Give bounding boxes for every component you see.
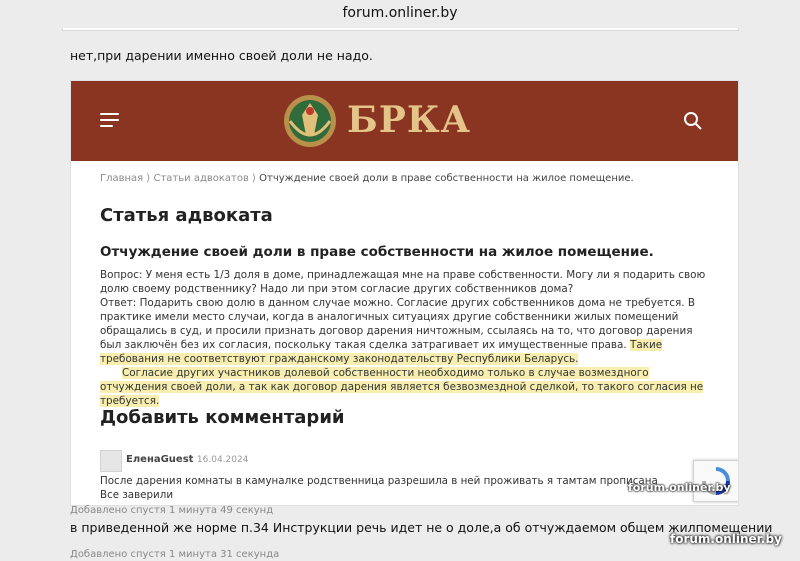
site-header xyxy=(71,81,738,161)
menu-icon[interactable] xyxy=(100,113,119,127)
consent-paragraph xyxy=(100,366,710,408)
consent-highlight: Согласие других участников долевой собственности необходимо только в случае возмездного отчуждения своей доли, а так как договор дарения является безвозмездной сделкой, то такого согласия не требуется. xyxy=(100,367,704,407)
answer-text: Ответ: Подарить свою долю в данном случае можно. Согласие других собственников дома не требуется. В практике имели место случаи, когда в аналогичных ситуациях другие собственники жилых помещений обращались в суд, и просили признать договор дарения ничтожным, ссылаясь на то, что договор дарения был заключён без их согласия, поскольку такая сделка затрагивает их имущественные права. xyxy=(100,297,695,351)
emblem-icon xyxy=(281,91,339,151)
browser-address-bar[interactable] xyxy=(0,0,800,28)
answer-paragraph xyxy=(100,296,710,366)
logo-text: БРКА xyxy=(347,99,471,141)
post-meta: Добавлено спустя 1 минута 31 секунда xyxy=(70,549,280,560)
article-subheading: Отчуждение своей доли в праве собственности на жилое помещение. xyxy=(100,244,654,260)
comments-heading: Добавить комментарий xyxy=(100,407,345,428)
article-body xyxy=(100,268,710,408)
post-meta: Добавлено спустя 1 минута 49 секунд xyxy=(70,505,274,516)
comment-text: После дарения комнаты в камуналке родственница разрешила в ней проживать я тамтам прописана Все заверили xyxy=(100,475,658,501)
comment-author: ЕленаGuest 16.04.2024 xyxy=(126,454,249,465)
watermark: forum.onliner.by xyxy=(670,532,782,546)
avatar xyxy=(100,450,122,472)
attached-screenshot[interactable] xyxy=(70,80,739,506)
breadcrumb: Главная ⟩ Статьи адвокатов ⟩ Отчуждение своей доли в праве собственности на жилое помещение. xyxy=(100,173,634,184)
article-heading: Статья адвоката xyxy=(100,205,273,226)
post-text: нет,при дарении именно своей доли не надо. xyxy=(70,48,373,63)
search-icon[interactable] xyxy=(683,111,703,131)
breadcrumb-home[interactable]: Главная xyxy=(100,173,144,184)
comment-date: 16.04.2024 xyxy=(196,455,249,465)
breadcrumb-current: Отчуждение своей доли в праве собственности на жилое помещение. xyxy=(259,173,634,184)
url-text[interactable]: forum.onliner.by xyxy=(342,5,458,21)
breadcrumb-section[interactable]: Статьи адвокатов xyxy=(153,173,249,184)
watermark-inner: forum.onliner.by xyxy=(628,481,731,494)
post-text: в приведенной же норме п.34 Инструкции речь идет не о доле,а об отчуждаемом общем жилпомещении xyxy=(70,520,773,535)
question-text: Вопрос: У меня есть 1/3 доля в доме, принадлежащая мне на праве собственности. Могу ли я подарить свою долю своему родственнику? Надо ли при этом согласие других собственников дома? xyxy=(100,269,706,295)
answer-highlight: Такие требования не соответствуют гражданскому законодательству Республики Беларусь. xyxy=(100,339,663,365)
